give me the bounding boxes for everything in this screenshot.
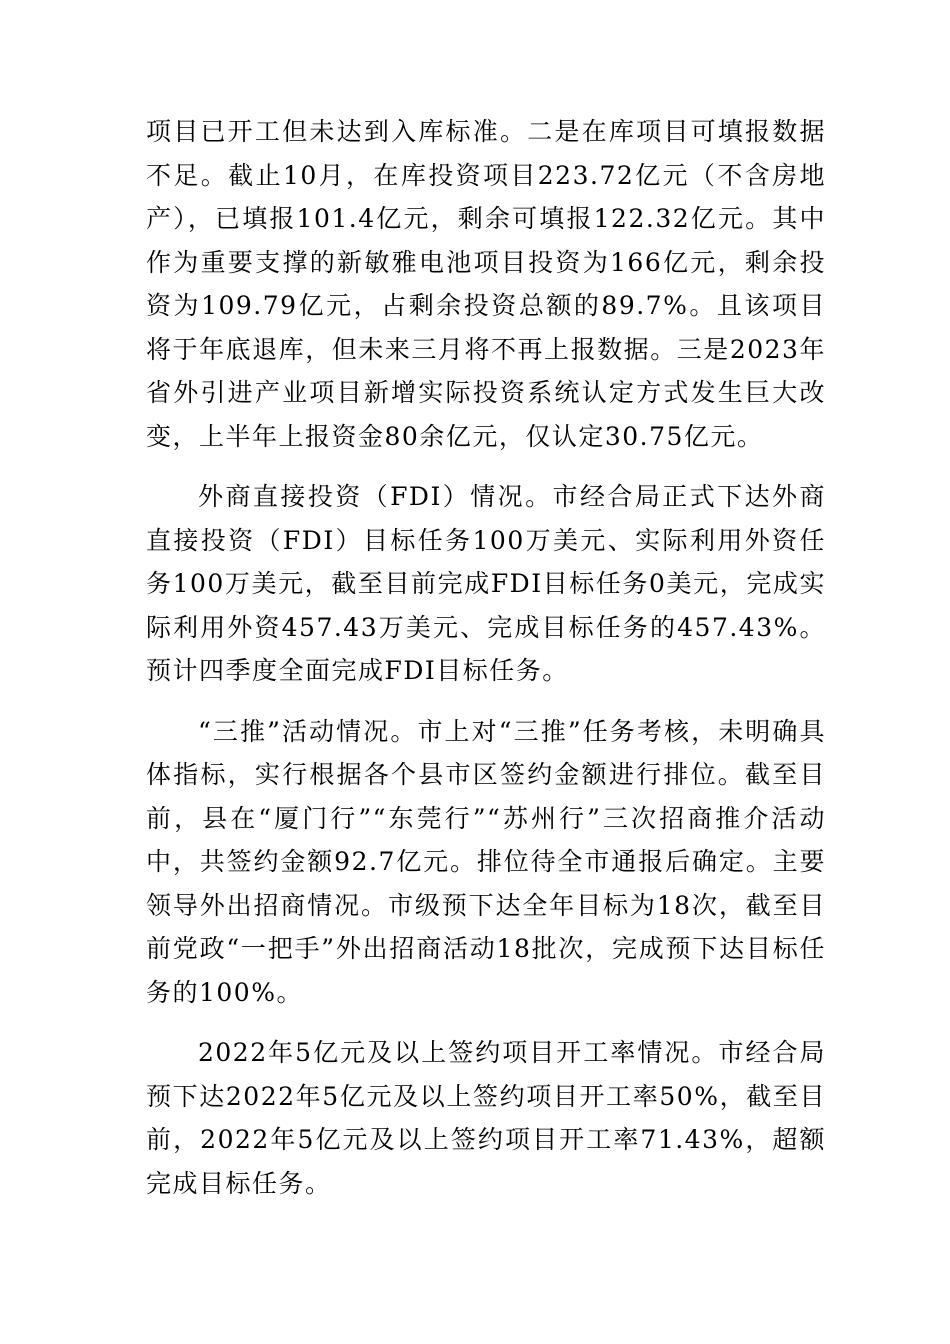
paragraph-three-promotions: “三推”活动情况。市上对“三推”任务考核，未明确具体指标，实行根据各个县市区签约金额进行排位。截至目前，县在“厦门行”“东莞行”“苏州行”三次招商推介活动中，共签约金额92.7亿元。排位待全市通报后确定。主要领导外出招商情况。市级预下达全年目标为18次，截至目前党政“一把手”外出招商活动18批次，完成预下达目标任务的100%。: [146, 716, 826, 1007]
paragraph-investment-data: 项目已开工但未达到入库标准。二是在库项目可填报数据不足。截止10月，在库投资项目223.72亿元（不含房地产），已填报101.4亿元，剩余可填报122.32亿元。其中作为重要支撑的新敏雅电池项目投资为166亿元，剩余投资为109.79亿元，占剩余投资总额的89.7%。且该项目将于年底退库，但未来三月将不再上报数据。三是2023年省外引进产业项目新增实际投资系统认定方式发生巨大改变，上半年上报资金80余亿元，仅认定30.75亿元。: [146, 117, 826, 451]
paragraph-fdi: 外商直接投资（FDI）情况。市经合局正式下达外商直接投资（FDI）目标任务100万美元、实际利用外资任务100万美元，截至目前完成FDI目标任务0美元，完成实际利用外资457.43万美元、完成目标任务的457.43%。预计四季度全面完成FDI目标任务。: [146, 482, 826, 685]
document-body: [146, 110, 826, 1222]
paragraph-project-start-rate: 2022年5亿元及以上签约项目开工率情况。市经合局预下达2022年5亿元及以上签约项目开工率50%，截至目前，2022年5亿元及以上签约项目开工率71.43%，超额完成目标任务。: [146, 1038, 826, 1198]
